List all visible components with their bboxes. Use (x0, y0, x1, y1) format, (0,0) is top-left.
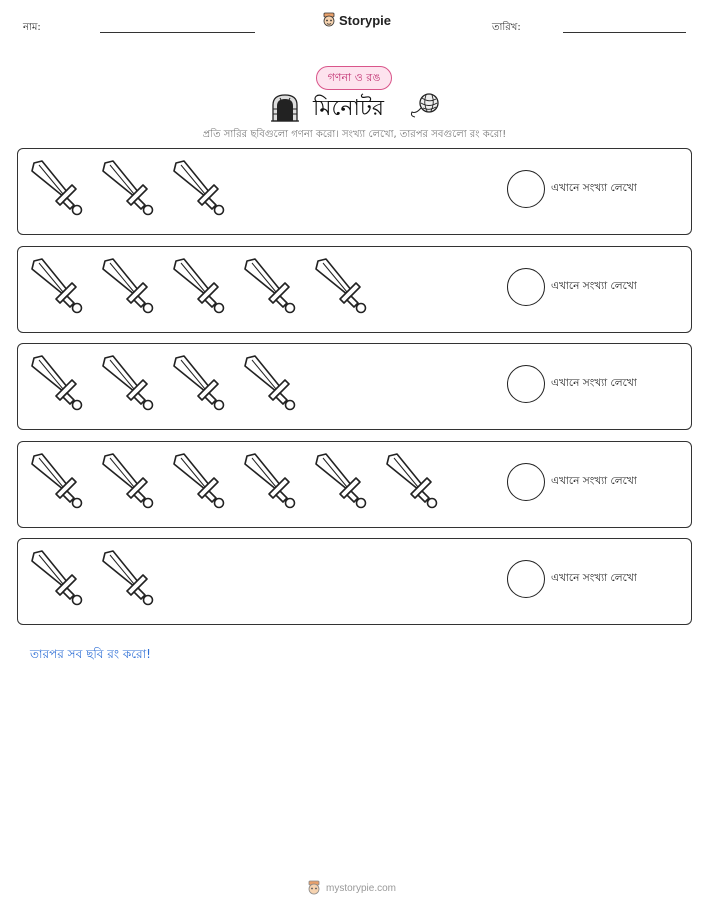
sword-icon[interactable] (314, 452, 370, 512)
sword-icon[interactable] (101, 354, 157, 414)
category-pill: গণনা ও রঙ (316, 66, 392, 90)
page-title: মিনোটর (313, 96, 384, 121)
answer-circle[interactable] (507, 268, 545, 306)
sword-icon[interactable] (30, 354, 86, 414)
yarn-ball-icon (410, 92, 442, 120)
answer-label: এখানে সংখ্যা লেখো (551, 474, 637, 487)
brand-name: Storypie (339, 12, 392, 28)
sword-icon[interactable] (172, 257, 228, 317)
count-row (17, 343, 692, 430)
sword-icon[interactable] (101, 452, 157, 512)
title-row (0, 90, 709, 124)
answer-circle[interactable] (507, 463, 545, 501)
sword-icon[interactable] (101, 549, 157, 609)
name-field[interactable] (100, 32, 255, 33)
answer-circle[interactable] (507, 170, 545, 208)
icon-group (30, 354, 299, 414)
date-label: তারিখ: (492, 22, 521, 33)
icon-group (30, 257, 370, 317)
answer-label: এখানে সংখ্যা লেখো (551, 572, 637, 584)
answer-label: এখানে সংখ্যা লেখো (551, 182, 637, 194)
instructions: প্রতি সারির ছবিগুলো গণনা করো। সংখ্যা লেখো, তারপর সবগুলো রং করো! (202, 129, 507, 140)
answer-label: এখানে সংখ্যা লেখো (551, 377, 637, 389)
footer-url[interactable]: mystorypie.com (326, 882, 397, 894)
icon-group (30, 549, 157, 609)
worksheet-header (0, 0, 709, 50)
sword-icon[interactable] (30, 159, 86, 219)
footer-note: তারপর সব ছবি রং করো! (30, 647, 151, 661)
storypie-mascot-icon (307, 880, 321, 896)
count-row (17, 441, 692, 528)
sword-icon[interactable] (101, 159, 157, 219)
sword-icon[interactable] (172, 452, 228, 512)
answer-circle[interactable] (507, 560, 545, 598)
icon-group (30, 452, 441, 512)
count-row (17, 148, 692, 235)
sword-icon[interactable] (385, 452, 441, 512)
answer-circle[interactable] (507, 365, 545, 403)
brand-logo (322, 12, 391, 28)
sword-icon[interactable] (243, 452, 299, 512)
date-field[interactable] (563, 32, 686, 33)
sword-icon[interactable] (172, 159, 228, 219)
storypie-mascot-icon (322, 12, 336, 28)
footer (307, 880, 396, 896)
sword-icon[interactable] (101, 257, 157, 317)
sword-icon[interactable] (172, 354, 228, 414)
sword-icon[interactable] (30, 549, 86, 609)
answer-label: এখানে সংখ্যা লেখো (551, 279, 637, 292)
sword-icon[interactable] (243, 354, 299, 414)
sword-icon[interactable] (30, 452, 86, 512)
count-row (17, 246, 692, 333)
count-row (17, 538, 692, 625)
icon-group (30, 159, 228, 219)
sword-icon[interactable] (314, 257, 370, 317)
name-label: নাম: (23, 22, 41, 33)
sword-icon[interactable] (30, 257, 86, 317)
labyrinth-door-icon (270, 93, 300, 123)
sword-icon[interactable] (243, 257, 299, 317)
